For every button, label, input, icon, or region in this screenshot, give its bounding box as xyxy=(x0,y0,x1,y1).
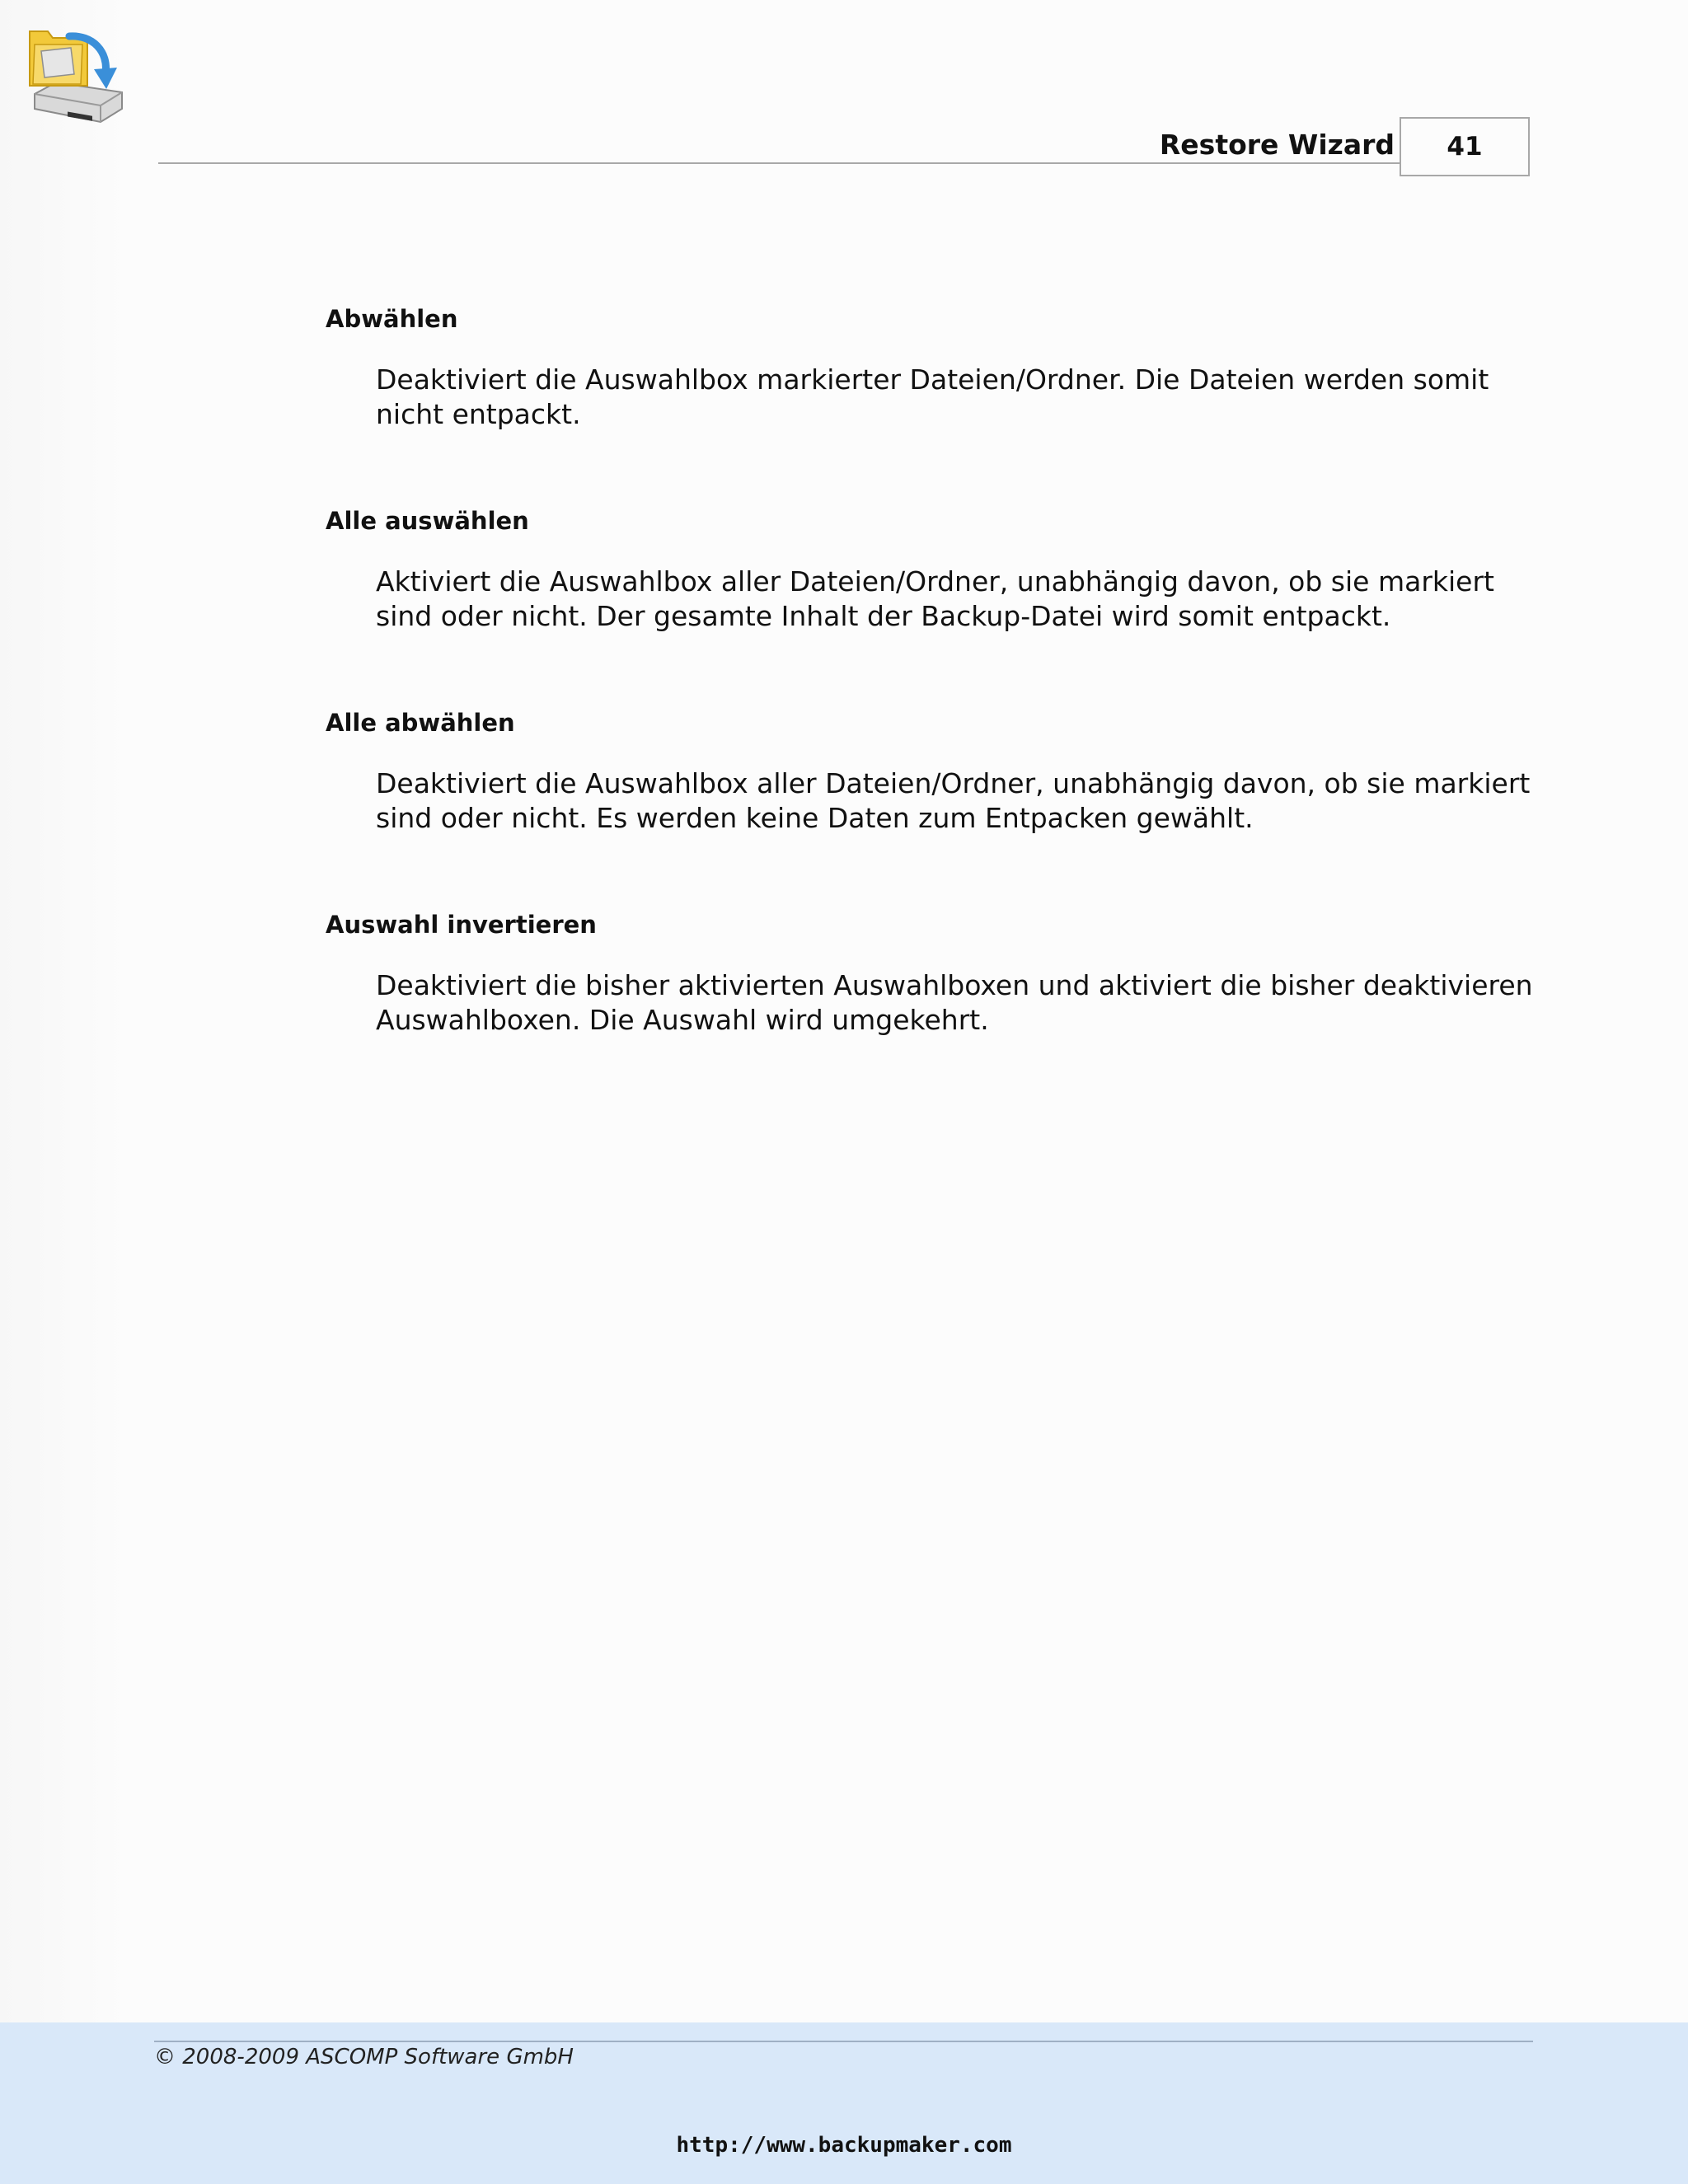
document-content xyxy=(326,301,1537,1108)
definition-entry xyxy=(326,705,1537,836)
header-divider xyxy=(158,162,1400,164)
definition-entry xyxy=(326,907,1537,1038)
page-number-box xyxy=(1400,117,1530,176)
page-number: 41 xyxy=(1447,132,1483,162)
definition-entry xyxy=(326,301,1537,432)
entry-heading: Auswahl invertieren xyxy=(326,911,597,939)
entry-description: Deaktiviert die Auswahlbox aller Dateien/Ordner, unabhängig davon, ob sie markiert sind oder nicht. Es werden keine Daten zum Entpacken gewählt. xyxy=(376,767,1531,834)
copyright-text: © 2008-2009 ASCOMP Software GmbH xyxy=(154,2045,574,2069)
entry-heading: Alle auswählen xyxy=(326,507,529,535)
definition-entry xyxy=(326,503,1537,634)
entry-heading: Abwählen xyxy=(326,305,458,333)
entry-heading: Alle abwählen xyxy=(326,709,515,737)
entry-description: Aktiviert die Auswahlbox aller Dateien/Ordner, unabhängig davon, ob sie markiert sind oder nicht. Der gesamte Inhalt der Backup-Datei wird somit entpackt. xyxy=(376,565,1494,632)
entry-description: Deaktiviert die Auswahlbox markierter Dateien/Ordner. Die Dateien werden somit nicht entpackt. xyxy=(376,363,1489,430)
website-link[interactable]: http://www.backupmaker.com xyxy=(676,2133,1012,2158)
section-title: Restore Wizard xyxy=(1159,129,1395,161)
backup-drive-restore-icon xyxy=(23,23,129,129)
entry-description: Deaktiviert die bisher aktivierten Auswahlboxen und aktiviert die bisher deaktivieren Auswahlboxen. Die Auswahl wird umgekehrt. xyxy=(376,969,1533,1036)
